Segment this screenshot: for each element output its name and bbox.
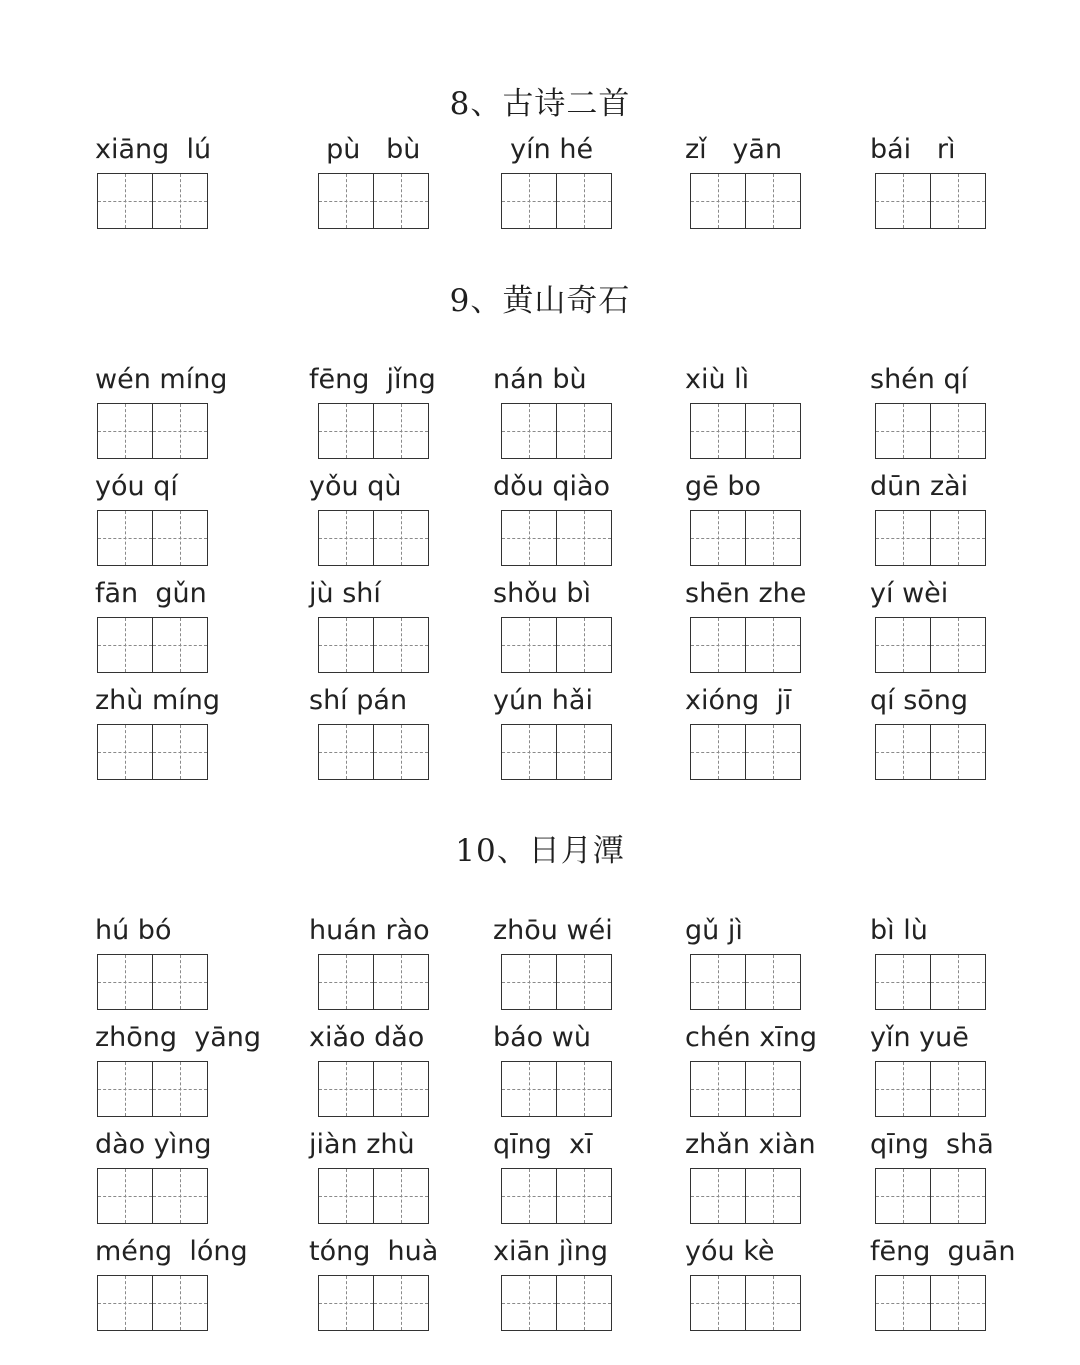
tian-zi-ge-cell[interactable]	[875, 724, 931, 780]
pinyin-item	[870, 1023, 1060, 1117]
pinyin-label: zhù míng	[95, 685, 221, 716]
pinyin-label: huán rào	[309, 915, 430, 946]
tian-zi-ge-cell[interactable]	[556, 1275, 612, 1331]
pinyin-item	[685, 1023, 875, 1117]
tian-zi-ge-cell[interactable]	[97, 403, 153, 459]
writing-grid[interactable]	[875, 1275, 985, 1331]
tian-zi-ge-cell[interactable]	[373, 954, 429, 1010]
tian-zi-ge-cell[interactable]	[152, 510, 208, 566]
tian-zi-ge-cell[interactable]	[745, 724, 801, 780]
tian-zi-ge-cell[interactable]	[745, 1061, 801, 1117]
tian-zi-ge-cell[interactable]	[152, 1168, 208, 1224]
pinyin-item	[493, 579, 683, 673]
tian-zi-ge-cell[interactable]	[501, 954, 557, 1010]
tian-zi-ge-cell[interactable]	[373, 1061, 429, 1117]
tian-zi-ge-cell[interactable]	[745, 510, 801, 566]
section-title: 10、日月潭	[455, 833, 625, 869]
pinyin-item	[685, 916, 875, 1010]
writing-grid[interactable]	[318, 403, 428, 459]
tian-zi-ge-cell[interactable]	[97, 1275, 153, 1331]
writing-grid[interactable]	[97, 173, 207, 229]
pinyin-item	[685, 1237, 875, 1331]
tian-zi-ge-cell[interactable]	[875, 617, 931, 673]
pinyin-item	[685, 686, 875, 780]
pinyin-label: chén xīng	[685, 1022, 817, 1053]
writing-grid[interactable]	[690, 954, 800, 1010]
writing-grid[interactable]	[318, 1168, 428, 1224]
pinyin-item	[309, 1237, 499, 1331]
tian-zi-ge-cell[interactable]	[501, 173, 557, 229]
pinyin-label: gē bo	[685, 471, 761, 502]
writing-grid[interactable]	[97, 403, 207, 459]
pinyin-item	[870, 916, 1060, 1010]
tian-zi-ge-cell[interactable]	[501, 1061, 557, 1117]
tian-zi-ge-cell[interactable]	[318, 1168, 374, 1224]
pinyin-item	[309, 579, 499, 673]
tian-zi-ge-cell[interactable]	[875, 1275, 931, 1331]
tian-zi-ge-cell[interactable]	[556, 617, 612, 673]
tian-zi-ge-cell[interactable]	[745, 617, 801, 673]
tian-zi-ge-cell[interactable]	[318, 510, 374, 566]
pinyin-item	[685, 472, 875, 566]
writing-grid[interactable]	[97, 510, 207, 566]
tian-zi-ge-cell[interactable]	[152, 1061, 208, 1117]
tian-zi-ge-cell[interactable]	[501, 617, 557, 673]
writing-grid[interactable]	[501, 403, 611, 459]
pinyin-label: dǒu qiào	[493, 471, 611, 502]
pinyin-label: tóng huà	[309, 1236, 439, 1267]
tian-zi-ge-cell[interactable]	[556, 403, 612, 459]
writing-grid[interactable]	[318, 173, 428, 229]
pinyin-item	[309, 472, 499, 566]
pinyin-label: gǔ jì	[685, 915, 743, 946]
tian-zi-ge-cell[interactable]	[690, 954, 746, 1010]
tian-zi-ge-cell[interactable]	[690, 1061, 746, 1117]
pinyin-item	[309, 1023, 499, 1117]
section-title: 8、古诗二首	[449, 86, 631, 122]
tian-zi-ge-cell[interactable]	[556, 954, 612, 1010]
pinyin-label: yún hǎi	[493, 685, 593, 716]
writing-grid[interactable]	[318, 510, 428, 566]
pinyin-label: méng lóng	[95, 1236, 248, 1267]
pinyin-item	[870, 1130, 1060, 1224]
tian-zi-ge-cell[interactable]	[930, 724, 986, 780]
pinyin-label: qīng xī	[493, 1129, 593, 1160]
writing-grid[interactable]	[97, 1275, 207, 1331]
writing-grid[interactable]	[690, 724, 800, 780]
pinyin-label: xiù lì	[685, 364, 750, 395]
tian-zi-ge-cell[interactable]	[97, 173, 153, 229]
tian-zi-ge-cell[interactable]	[97, 724, 153, 780]
tian-zi-ge-cell[interactable]	[318, 1061, 374, 1117]
pinyin-item	[870, 579, 1060, 673]
tian-zi-ge-cell[interactable]	[556, 510, 612, 566]
tian-zi-ge-cell[interactable]	[152, 954, 208, 1010]
pinyin-label: yí wèi	[870, 578, 949, 609]
pinyin-item	[493, 1237, 683, 1331]
tian-zi-ge-cell[interactable]	[875, 403, 931, 459]
pinyin-label: xiāng lú	[95, 134, 212, 165]
tian-zi-ge-cell[interactable]	[690, 403, 746, 459]
pinyin-label: dào yìng	[95, 1129, 212, 1160]
pinyin-item	[309, 1130, 499, 1224]
writing-grid[interactable]	[690, 1275, 800, 1331]
tian-zi-ge-cell[interactable]	[690, 510, 746, 566]
tian-zi-ge-cell[interactable]	[373, 403, 429, 459]
tian-zi-ge-cell[interactable]	[690, 1168, 746, 1224]
writing-grid[interactable]	[318, 617, 428, 673]
tian-zi-ge-cell[interactable]	[875, 173, 931, 229]
pinyin-item	[95, 365, 285, 459]
pinyin-item	[95, 1023, 285, 1117]
writing-grid[interactable]	[97, 1061, 207, 1117]
tian-zi-ge-cell[interactable]	[745, 173, 801, 229]
pinyin-item	[95, 579, 285, 673]
writing-grid[interactable]	[690, 1061, 800, 1117]
pinyin-label: shǒu bì	[493, 578, 592, 609]
pinyin-item	[685, 579, 875, 673]
tian-zi-ge-cell[interactable]	[318, 954, 374, 1010]
section-title: 9、黄山奇石	[449, 283, 631, 319]
tian-zi-ge-cell[interactable]	[152, 403, 208, 459]
pinyin-label: fēng guān	[870, 1236, 1016, 1267]
writing-grid[interactable]	[875, 1061, 985, 1117]
pinyin-label: dūn zài	[870, 471, 969, 502]
tian-zi-ge-cell[interactable]	[152, 1275, 208, 1331]
tian-zi-ge-cell[interactable]	[373, 1168, 429, 1224]
pinyin-item	[870, 1237, 1060, 1331]
pinyin-label: shí pán	[309, 685, 408, 716]
pinyin-label: bái rì	[870, 134, 956, 165]
writing-grid[interactable]	[318, 1061, 428, 1117]
pinyin-label: xióng jī	[685, 685, 792, 716]
pinyin-label: jù shí	[309, 578, 381, 609]
tian-zi-ge-cell[interactable]	[930, 510, 986, 566]
tian-zi-ge-cell[interactable]	[556, 173, 612, 229]
writing-grid[interactable]	[501, 510, 611, 566]
pinyin-item	[95, 135, 285, 229]
writing-grid[interactable]	[501, 1168, 611, 1224]
pinyin-item	[685, 135, 875, 229]
pinyin-item	[309, 916, 499, 1010]
tian-zi-ge-cell[interactable]	[930, 1061, 986, 1117]
tian-zi-ge-cell[interactable]	[97, 617, 153, 673]
pinyin-label: yóu kè	[685, 1236, 775, 1267]
pinyin-label: xiān jìng	[493, 1236, 608, 1267]
writing-grid[interactable]	[875, 954, 985, 1010]
writing-grid[interactable]	[875, 1168, 985, 1224]
tian-zi-ge-cell[interactable]	[930, 1275, 986, 1331]
tian-zi-ge-cell[interactable]	[373, 510, 429, 566]
pinyin-label: yǒu qù	[309, 471, 402, 502]
tian-zi-ge-cell[interactable]	[318, 724, 374, 780]
pinyin-item	[493, 135, 683, 229]
pinyin-item	[685, 1130, 875, 1224]
pinyin-item	[493, 686, 683, 780]
pinyin-item	[870, 135, 1060, 229]
tian-zi-ge-cell[interactable]	[97, 954, 153, 1010]
tian-zi-ge-cell[interactable]	[501, 403, 557, 459]
tian-zi-ge-cell[interactable]	[556, 1168, 612, 1224]
pinyin-label: zǐ yān	[685, 134, 783, 165]
tian-zi-ge-cell[interactable]	[930, 617, 986, 673]
tian-zi-ge-cell[interactable]	[875, 1061, 931, 1117]
pinyin-label: qīng shā	[870, 1129, 994, 1160]
pinyin-label: zhōu wéi	[493, 915, 613, 946]
pinyin-label: xiǎo dǎo	[309, 1022, 425, 1053]
writing-grid[interactable]	[875, 403, 985, 459]
tian-zi-ge-cell[interactable]	[875, 1168, 931, 1224]
tian-zi-ge-cell[interactable]	[690, 617, 746, 673]
pinyin-label: jiàn zhù	[309, 1129, 415, 1160]
pinyin-item	[309, 686, 499, 780]
tian-zi-ge-cell[interactable]	[501, 510, 557, 566]
tian-zi-ge-cell[interactable]	[875, 954, 931, 1010]
pinyin-item	[493, 365, 683, 459]
pinyin-item	[95, 686, 285, 780]
tian-zi-ge-cell[interactable]	[745, 1168, 801, 1224]
tian-zi-ge-cell[interactable]	[930, 173, 986, 229]
tian-zi-ge-cell[interactable]	[373, 617, 429, 673]
tian-zi-ge-cell[interactable]	[97, 1168, 153, 1224]
pinyin-item	[493, 1130, 683, 1224]
tian-zi-ge-cell[interactable]	[875, 510, 931, 566]
writing-grid[interactable]	[318, 724, 428, 780]
writing-grid[interactable]	[501, 173, 611, 229]
writing-grid[interactable]	[501, 954, 611, 1010]
tian-zi-ge-cell[interactable]	[373, 173, 429, 229]
pinyin-item	[309, 135, 499, 229]
pinyin-label: qí sōng	[870, 685, 969, 716]
writing-grid[interactable]	[501, 724, 611, 780]
pinyin-item	[95, 1237, 285, 1331]
tian-zi-ge-cell[interactable]	[318, 403, 374, 459]
pinyin-item	[685, 365, 875, 459]
writing-grid[interactable]	[690, 1168, 800, 1224]
writing-grid[interactable]	[97, 954, 207, 1010]
pinyin-item	[95, 916, 285, 1010]
writing-grid[interactable]	[501, 617, 611, 673]
tian-zi-ge-cell[interactable]	[930, 954, 986, 1010]
pinyin-label: shēn zhe	[685, 578, 807, 609]
tian-zi-ge-cell[interactable]	[373, 724, 429, 780]
tian-zi-ge-cell[interactable]	[745, 954, 801, 1010]
writing-grid[interactable]	[690, 173, 800, 229]
tian-zi-ge-cell[interactable]	[690, 173, 746, 229]
pinyin-label: yóu qí	[95, 471, 178, 502]
pinyin-label: báo wù	[493, 1022, 591, 1053]
pinyin-item	[95, 472, 285, 566]
writing-grid[interactable]	[690, 403, 800, 459]
tian-zi-ge-cell[interactable]	[501, 724, 557, 780]
pinyin-label: zhǎn xiàn	[685, 1129, 816, 1160]
writing-grid[interactable]	[318, 1275, 428, 1331]
tian-zi-ge-cell[interactable]	[152, 724, 208, 780]
pinyin-label: fān gǔn	[95, 578, 207, 609]
tian-zi-ge-cell[interactable]	[318, 173, 374, 229]
pinyin-label: yǐn yuē	[870, 1022, 969, 1053]
pinyin-label: hú bó	[95, 915, 172, 946]
pinyin-item	[95, 1130, 285, 1224]
tian-zi-ge-cell[interactable]	[501, 1168, 557, 1224]
writing-grid[interactable]	[97, 724, 207, 780]
writing-grid[interactable]	[875, 617, 985, 673]
pinyin-item	[493, 916, 683, 1010]
writing-grid[interactable]	[501, 1275, 611, 1331]
pinyin-item	[309, 365, 499, 459]
writing-grid[interactable]	[97, 1168, 207, 1224]
tian-zi-ge-cell[interactable]	[556, 1061, 612, 1117]
writing-grid[interactable]	[875, 724, 985, 780]
pinyin-item	[870, 365, 1060, 459]
pinyin-item	[493, 1023, 683, 1117]
pinyin-label: pù bù	[309, 134, 421, 165]
tian-zi-ge-cell[interactable]	[690, 1275, 746, 1331]
tian-zi-ge-cell[interactable]	[318, 617, 374, 673]
tian-zi-ge-cell[interactable]	[690, 724, 746, 780]
writing-grid[interactable]	[875, 510, 985, 566]
pinyin-label: yín hé	[493, 134, 594, 165]
tian-zi-ge-cell[interactable]	[930, 403, 986, 459]
pinyin-label: zhōng yāng	[95, 1022, 261, 1053]
tian-zi-ge-cell[interactable]	[373, 1275, 429, 1331]
pinyin-label: fēng jǐng	[309, 364, 436, 395]
writing-grid[interactable]	[690, 510, 800, 566]
tian-zi-ge-cell[interactable]	[745, 403, 801, 459]
pinyin-label: bì lù	[870, 915, 928, 946]
tian-zi-ge-cell[interactable]	[501, 1275, 557, 1331]
tian-zi-ge-cell[interactable]	[97, 510, 153, 566]
pinyin-label: nán bù	[493, 364, 587, 395]
tian-zi-ge-cell[interactable]	[930, 1168, 986, 1224]
pinyin-label: wén míng	[95, 364, 228, 395]
tian-zi-ge-cell[interactable]	[152, 173, 208, 229]
writing-grid[interactable]	[501, 1061, 611, 1117]
writing-grid[interactable]	[97, 617, 207, 673]
pinyin-label: shén qí	[870, 364, 969, 395]
writing-grid[interactable]	[318, 954, 428, 1010]
tian-zi-ge-cell[interactable]	[97, 1061, 153, 1117]
tian-zi-ge-cell[interactable]	[745, 1275, 801, 1331]
writing-grid[interactable]	[875, 173, 985, 229]
pinyin-item	[493, 472, 683, 566]
tian-zi-ge-cell[interactable]	[318, 1275, 374, 1331]
writing-grid[interactable]	[690, 617, 800, 673]
pinyin-item	[870, 686, 1060, 780]
tian-zi-ge-cell[interactable]	[556, 724, 612, 780]
pinyin-item	[870, 472, 1060, 566]
tian-zi-ge-cell[interactable]	[152, 617, 208, 673]
